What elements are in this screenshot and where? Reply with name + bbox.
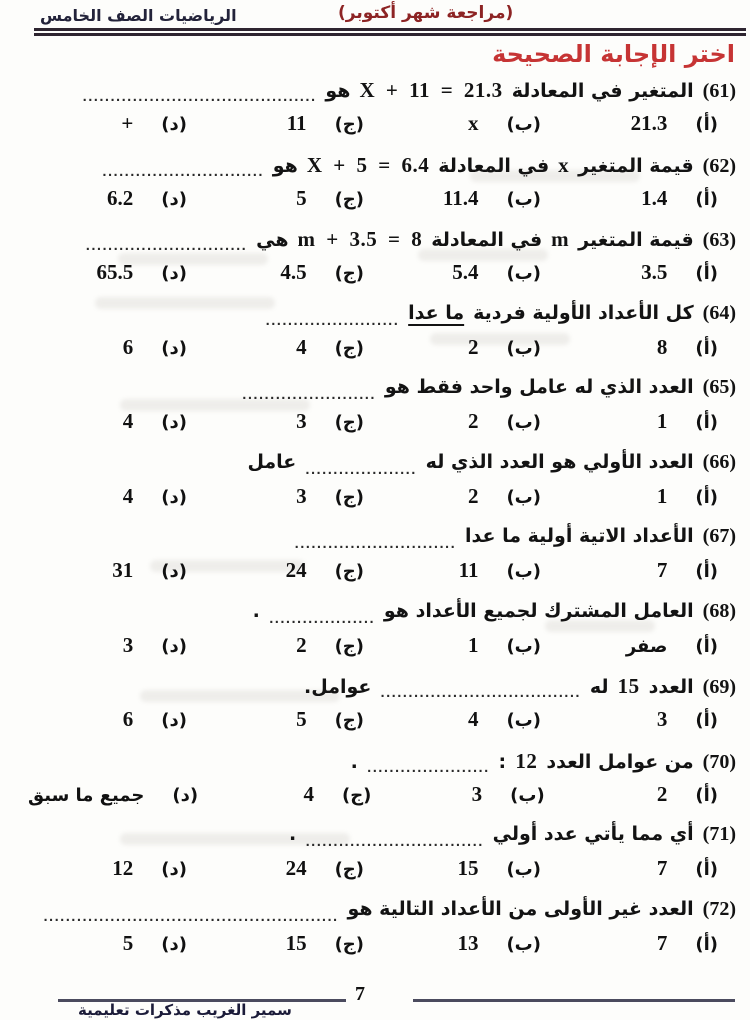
question-block: [28, 78, 736, 144]
option-letter: (ج): [334, 486, 364, 508]
question-number: (68): [702, 599, 736, 622]
question-text: العدد غير الأولى من الأعداد التالية هو: [347, 897, 694, 920]
question-line: [28, 227, 736, 257]
options-row: [28, 931, 736, 964]
answer-blank-dots: ........................: [242, 388, 376, 402]
options-row: [28, 707, 736, 740]
option: [382, 931, 559, 956]
options-row: [28, 782, 736, 815]
option-letter: (أ): [695, 561, 718, 582]
answer-blank-dots: ................................: [305, 835, 484, 849]
question-number: (71): [702, 823, 736, 845]
option-letter: (ج): [334, 337, 364, 359]
question-block: [28, 451, 736, 517]
option-value: 65.5: [96, 260, 134, 284]
question-text: من عوامل العدد: [546, 750, 694, 773]
option-value: 3: [296, 483, 307, 508]
option: [205, 186, 382, 211]
option-letter: (أ): [695, 114, 718, 135]
question-text: في المعادلة: [431, 229, 543, 251]
option-value: 8: [656, 334, 668, 359]
question-line: [28, 78, 736, 108]
question-text: المتغير في المعادلة: [511, 80, 694, 102]
option: [28, 785, 216, 806]
option-value: 4.5: [280, 260, 307, 284]
question-block: [28, 525, 736, 591]
option-value: x: [467, 111, 479, 135]
option-value: 12: [112, 856, 134, 880]
option-value: 1: [467, 632, 479, 657]
question-text: في المعادلة: [438, 154, 550, 177]
option: [205, 633, 382, 658]
option: [28, 484, 205, 509]
question-math: 12: [515, 748, 538, 773]
options-row: [28, 856, 736, 889]
option-letter: (ب): [506, 337, 541, 359]
option: [28, 186, 205, 211]
options-row: [28, 558, 736, 591]
question-block: [28, 898, 736, 964]
question-line: [28, 674, 736, 704]
option-value: 24: [285, 558, 307, 582]
option-value: 1: [656, 483, 668, 508]
option-value: 5: [122, 930, 134, 955]
option: [382, 633, 559, 658]
option-letter: (ج): [334, 412, 364, 433]
question-text: .: [289, 823, 297, 845]
question-math: X + 11 = 21.3: [359, 78, 503, 102]
option: [382, 409, 559, 434]
option-letter: (ج): [334, 188, 364, 210]
option: [382, 856, 559, 881]
option-letter: (ب): [506, 859, 541, 880]
answer-blank-dots: ...................: [269, 611, 375, 626]
option-value: جميع ما سبق: [28, 784, 145, 806]
question-text: أي مما يأتي عدد أولي: [492, 823, 694, 845]
option: [389, 782, 562, 807]
question-text: العدد الأولي هو العدد الذي له: [425, 450, 694, 473]
option-value: 2: [296, 632, 307, 657]
question-text-underlined: ما عدا: [408, 301, 465, 324]
option-value: 6.2: [107, 185, 134, 210]
option-value: 4: [467, 707, 479, 731]
question-line: [28, 749, 736, 779]
option-value: 1.4: [641, 185, 668, 210]
option-value: 3.5: [641, 260, 668, 284]
option: [205, 260, 382, 285]
answer-blank-dots: .............................: [85, 239, 248, 253]
footer-rule-right: [413, 999, 735, 1002]
question-math: m + 3.5 = 8: [297, 227, 423, 251]
option-letter: (أ): [695, 635, 718, 657]
option-letter: (ب): [506, 933, 541, 955]
option: [216, 782, 389, 807]
option-letter: (ج): [334, 635, 364, 657]
answer-blank-dots: ......................: [367, 760, 490, 775]
option-letter: (ب): [506, 561, 541, 582]
option-letter: (ج): [334, 933, 364, 955]
answer-blank-dots: ........................: [265, 313, 400, 328]
option-letter: (ب): [506, 710, 541, 731]
option-value: 7: [656, 558, 668, 582]
question-text: العدد الذي له عامل واحد فقط هو: [384, 376, 694, 398]
option: [205, 335, 382, 360]
question-line: [28, 153, 736, 183]
option-letter: (د): [161, 412, 187, 433]
question-text: العدد: [648, 676, 694, 698]
option-value: 7: [656, 856, 668, 880]
option-letter: (أ): [695, 188, 718, 210]
option: [382, 558, 559, 583]
question-text: له: [589, 676, 609, 698]
option-letter: (أ): [695, 412, 718, 433]
option-letter: (د): [161, 263, 187, 284]
option-value: 2: [467, 334, 479, 359]
options-row: [28, 111, 736, 144]
question-number: (70): [702, 750, 736, 773]
option-value: 4: [303, 781, 314, 806]
question-line: [28, 451, 736, 481]
option-letter: (ب): [510, 784, 545, 806]
option-letter: (أ): [695, 337, 718, 359]
option-value: 3: [296, 409, 307, 433]
option-value: 5: [296, 707, 307, 731]
option: [205, 484, 382, 509]
question-text: .: [252, 599, 261, 622]
question-text: :: [498, 750, 507, 773]
option-value: 3: [122, 632, 134, 657]
option: [28, 409, 205, 434]
page-number: 7: [355, 983, 365, 1005]
option-letter: (أ): [695, 784, 718, 806]
question-text: هو: [325, 80, 351, 102]
question-block: [28, 674, 736, 740]
answer-blank-dots: .....................................................: [43, 909, 339, 924]
question-number: (62): [702, 154, 736, 177]
option-letter: (ب): [506, 412, 541, 433]
option-letter: (د): [161, 859, 187, 880]
answer-blank-dots: ....................: [305, 462, 417, 477]
option-letter: (ب): [506, 263, 541, 284]
option: [559, 111, 736, 136]
option-letter: (ب): [506, 188, 541, 210]
option-value: صفر: [625, 635, 668, 657]
question-number: (63): [702, 229, 736, 251]
option: [382, 335, 559, 360]
options-row: [28, 409, 736, 442]
options-row: [28, 633, 736, 666]
option: [382, 111, 559, 136]
option-value: 31: [112, 558, 134, 582]
option: [28, 558, 205, 583]
question-number: (67): [702, 525, 736, 547]
option-value: 5.4: [452, 260, 479, 284]
question-line: [28, 600, 736, 630]
question-line: [28, 525, 736, 555]
option: [28, 260, 205, 285]
option-value: 1: [656, 409, 668, 433]
option-value: 11: [286, 111, 307, 135]
option-letter: (د): [161, 486, 187, 508]
option-letter: (ج): [334, 710, 364, 731]
option-value: 13: [457, 930, 479, 955]
option-letter: (د): [161, 188, 187, 210]
option-letter: (د): [161, 561, 187, 582]
option: [382, 484, 559, 509]
question-block: [28, 153, 736, 219]
answer-blank-dots: ....................................: [380, 686, 581, 700]
option: [559, 186, 736, 211]
option: [559, 931, 736, 956]
option-letter: (أ): [695, 859, 718, 880]
footer-credit: سمير الغريب مذكرات تعليمية: [78, 1001, 292, 1019]
question-math: m: [551, 227, 570, 251]
question-block: [28, 823, 736, 889]
option: [382, 260, 559, 285]
header-review-title: (مراجعة شهر أكتوبر): [338, 3, 514, 23]
header-double-rule: [34, 28, 746, 36]
option-letter: (د): [161, 710, 187, 731]
question-number: (66): [702, 450, 736, 473]
question-text: عوامل.: [304, 676, 372, 698]
option: [28, 931, 205, 956]
question-math: 15: [617, 674, 640, 698]
option: [205, 111, 382, 136]
options-row: [28, 260, 736, 293]
option-value: 3: [656, 707, 668, 731]
question-number: (64): [702, 301, 736, 324]
option: [559, 335, 736, 360]
option: [205, 409, 382, 434]
option-letter: (ج): [334, 263, 364, 284]
question-text: هو: [272, 154, 298, 177]
question-block: [28, 600, 736, 666]
option: [559, 484, 736, 509]
option: [559, 260, 736, 285]
option-value: 2: [467, 409, 479, 433]
question-text: الأعداد الاتية أولية ما عدا: [465, 525, 694, 547]
question-line: [28, 823, 736, 853]
option-value: 6: [122, 707, 134, 731]
option-letter: (ج): [334, 859, 364, 880]
question-number: (65): [702, 376, 736, 398]
question-block: [28, 376, 736, 442]
option-letter: (ب): [506, 635, 541, 657]
question-block: [28, 749, 736, 815]
option-value: 4: [122, 483, 134, 508]
question-block: [28, 302, 736, 368]
options-row: [28, 186, 736, 219]
option-letter: (د): [161, 933, 187, 955]
question-line: [28, 898, 736, 928]
option: [28, 111, 205, 136]
option-letter: (ج): [334, 561, 364, 582]
option-value: 5: [296, 185, 307, 210]
option-letter: (أ): [695, 486, 718, 508]
option-letter: (ب): [506, 114, 541, 135]
question-text: كل الأعداد الأولية فردية: [473, 301, 694, 324]
option: [205, 931, 382, 956]
option: [28, 633, 205, 658]
option: [559, 707, 736, 732]
option-letter: (أ): [695, 263, 718, 284]
option-letter: (ج): [341, 784, 372, 806]
answer-blank-dots: ..........................................: [82, 90, 317, 104]
option-value: 4: [296, 334, 307, 359]
option: [559, 409, 736, 434]
option-value: 11: [458, 558, 479, 582]
option: [205, 558, 382, 583]
option: [28, 335, 205, 360]
question-line: [28, 376, 736, 406]
option-value: 7: [656, 930, 668, 955]
answer-blank-dots: .............................: [294, 537, 457, 551]
option-letter: (د): [161, 337, 187, 359]
question-math: X + 5 = 6.4: [306, 152, 430, 177]
option-value: 3: [471, 781, 483, 806]
option: [205, 856, 382, 881]
option: [28, 856, 205, 881]
question-text: عامل: [247, 450, 297, 473]
option-value: +: [121, 111, 134, 135]
question-text: العامل المشترك لجميع الأعداد هو: [383, 599, 694, 622]
option-value: 2: [656, 781, 668, 806]
option-value: 4: [122, 409, 134, 433]
option-letter: (أ): [695, 710, 718, 731]
option-value: 15: [285, 930, 307, 955]
option-value: 24: [285, 856, 307, 880]
option: [205, 707, 382, 732]
questions: [28, 78, 736, 972]
option: [559, 636, 736, 657]
section-title: اختر الإجابة الصحيحة: [492, 40, 735, 68]
option: [559, 856, 736, 881]
question-number: (61): [702, 80, 736, 102]
option: [382, 707, 559, 732]
option-letter: (ب): [506, 486, 541, 508]
header-course-title: الرياضيات الصف الخامس: [40, 6, 237, 25]
question-text: قيمة المتغير: [578, 229, 694, 251]
option: [559, 558, 736, 583]
option-letter: (أ): [695, 933, 718, 955]
options-row: [28, 335, 736, 368]
option-value: 6: [122, 334, 134, 359]
options-row: [28, 484, 736, 517]
question-math: x: [558, 152, 570, 177]
option-letter: (د): [161, 114, 187, 135]
option-value: 15: [457, 856, 479, 880]
question-number: (69): [702, 676, 736, 698]
option: [28, 707, 205, 732]
question-text: .: [350, 750, 359, 773]
option: [563, 782, 736, 807]
question-line: [28, 302, 736, 332]
question-number: (72): [702, 897, 736, 920]
option-value: 21.3: [630, 111, 668, 135]
answer-blank-dots: .............................: [102, 164, 264, 179]
question-text: قيمة المتغير: [578, 154, 694, 177]
option-letter: (د): [172, 784, 199, 806]
question-block: [28, 227, 736, 293]
question-text: هي: [256, 229, 289, 251]
option-letter: (د): [161, 635, 187, 657]
option: [382, 186, 559, 211]
option-value: 2: [467, 483, 479, 508]
option-value: 11.4: [442, 185, 479, 210]
option-letter: (ج): [334, 114, 364, 135]
